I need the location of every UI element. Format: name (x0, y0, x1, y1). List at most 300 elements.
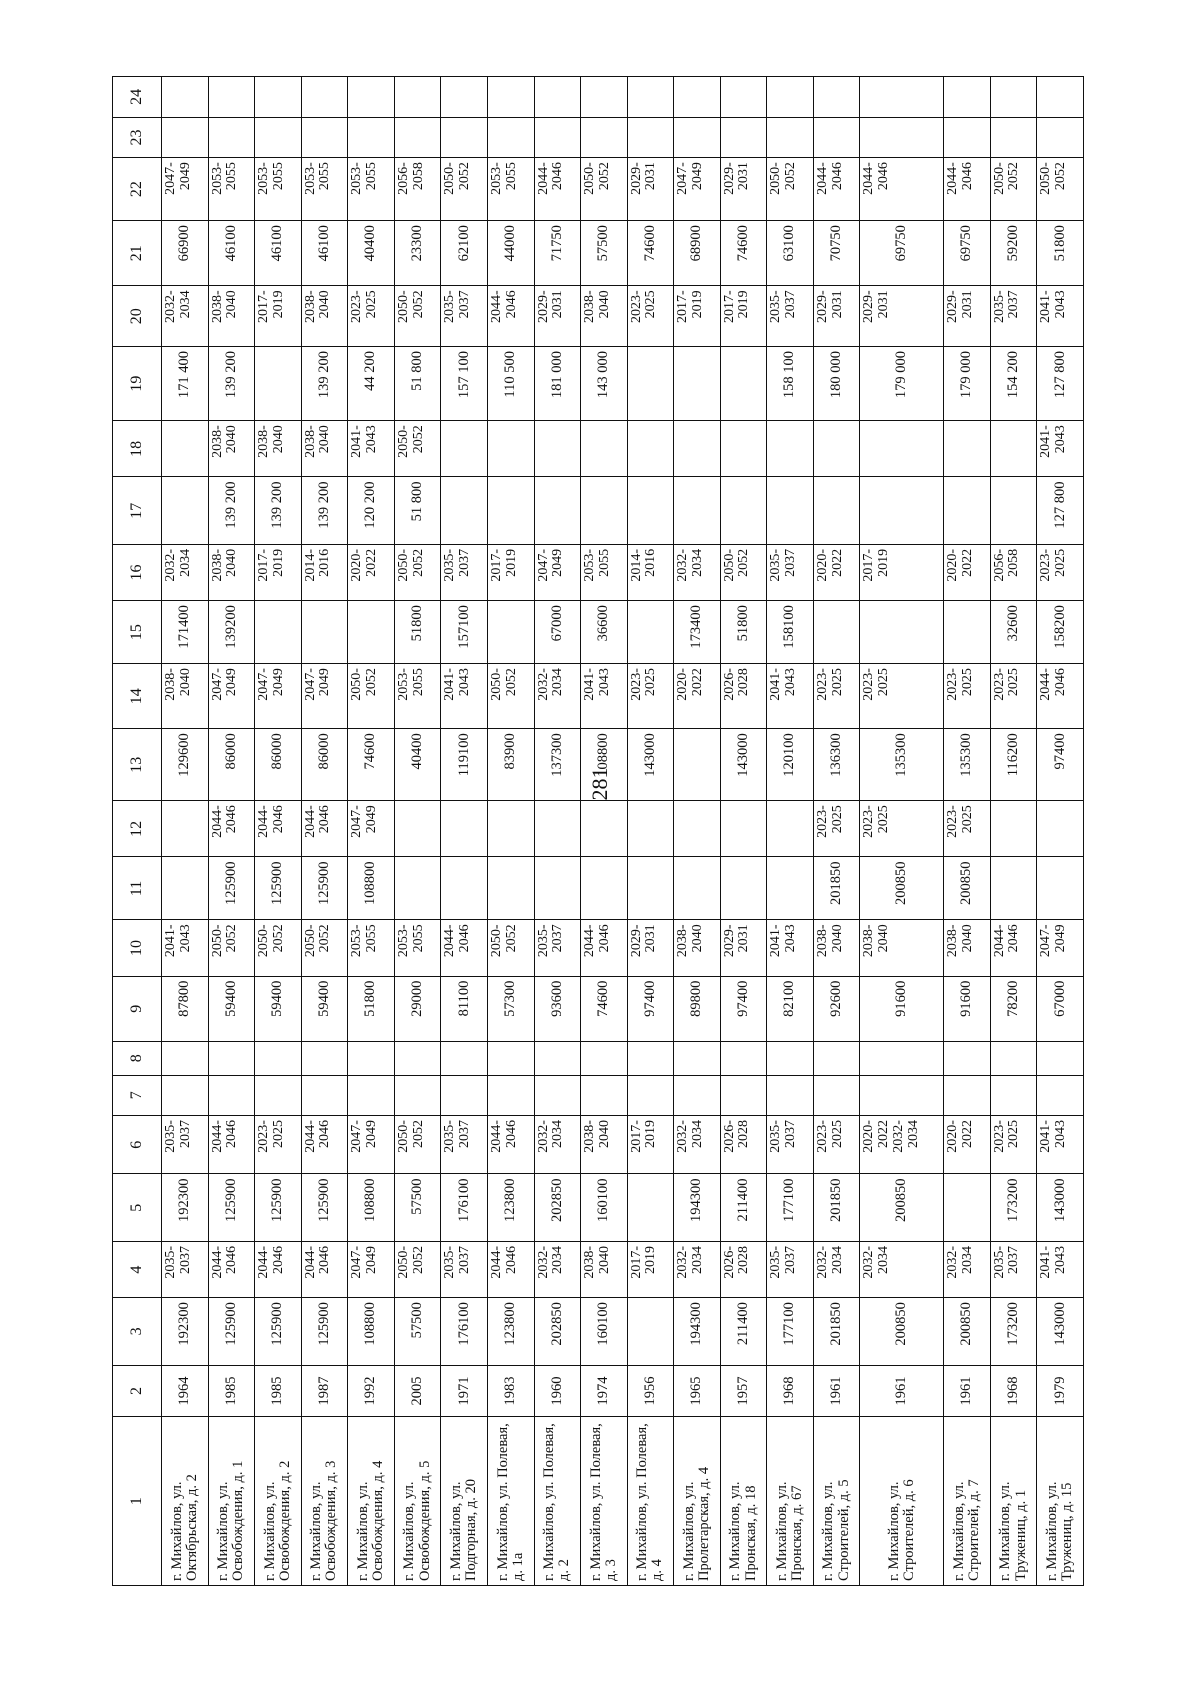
column-header: 23 (113, 117, 162, 157)
table-cell: 2050- 2052 (767, 158, 814, 221)
table-cell: 2038- 2040 (301, 421, 348, 477)
table-cell: 2026- 2028 (720, 1116, 767, 1174)
table-cell: 143 000 (581, 347, 628, 421)
table-cell: 51800 (1037, 221, 1084, 286)
table-cell: 139200 (208, 601, 255, 664)
table-cell: 71750 (534, 221, 581, 286)
table-cell: 82100 (767, 976, 814, 1041)
table-cell: 139 200 (301, 347, 348, 421)
page-number: 281 (587, 767, 612, 801)
table-cell: 86000 (301, 729, 348, 801)
table-cell: 2044- 2046 (441, 920, 488, 976)
table-cell: 125900 (255, 1174, 302, 1241)
table-cell: 2047- 2049 (674, 158, 721, 221)
table-cell: 2029- 2031 (944, 286, 991, 347)
column-header: 11 (113, 857, 162, 920)
address-cell: г. Михайлов, ул. Строителей, д. 6 (860, 1417, 944, 1586)
table-cell: 69750 (860, 221, 944, 286)
table-cell (301, 77, 348, 118)
table-cell: 2041- 2043 (162, 920, 209, 976)
table-cell (813, 477, 860, 544)
table-cell (674, 729, 721, 801)
table-cell: 2041- 2043 (1037, 286, 1084, 347)
table-cell: 137300 (534, 729, 581, 801)
table-cell (767, 801, 814, 857)
table-cell: 2005 (394, 1365, 441, 1417)
table-cell: 91600 (860, 976, 944, 1041)
table-cell: 2047- 2049 (348, 1241, 395, 1297)
table-cell (674, 1075, 721, 1115)
table-cell: 211400 (720, 1174, 767, 1241)
table-cell: 2050- 2052 (990, 158, 1037, 221)
table-cell: 81100 (441, 976, 488, 1041)
address-cell: г. Михайлов, ул. Освобождения, д. 5 (394, 1417, 441, 1586)
table-cell (487, 1041, 534, 1075)
table-cell (581, 477, 628, 544)
table-cell (534, 421, 581, 477)
data-table (112, 76, 1084, 1586)
table-cell: 2020- 2022 (944, 544, 991, 600)
table-cell (394, 117, 441, 157)
table-cell: 125900 (301, 857, 348, 920)
table-cell: 57500 (394, 1298, 441, 1365)
table-cell: 194300 (674, 1298, 721, 1365)
table-cell: 2017- 2019 (255, 544, 302, 600)
table-cell: 2047- 2049 (162, 158, 209, 221)
table-cell: 2044- 2046 (813, 158, 860, 221)
table-cell (394, 1075, 441, 1115)
table-cell: 1961 (860, 1365, 944, 1417)
table-cell: 200850 (860, 1174, 944, 1241)
table-cell: 2023- 2025 (813, 664, 860, 729)
table-cell (813, 77, 860, 118)
table-cell: 83900 (487, 729, 534, 801)
table-row (813, 77, 860, 1586)
table-cell: 67000 (534, 601, 581, 664)
table-cell (813, 421, 860, 477)
table-cell: 2023- 2025 (813, 801, 860, 857)
table-cell: 78200 (990, 976, 1037, 1041)
table-cell: 1985 (255, 1365, 302, 1417)
table-cell: 171400 (162, 601, 209, 664)
table-cell (674, 1041, 721, 1075)
table-cell: 97400 (1037, 729, 1084, 801)
table-cell: 86000 (255, 729, 302, 801)
table-cell: 200850 (944, 1298, 991, 1365)
table-cell: 173400 (674, 601, 721, 664)
table-cell (627, 77, 674, 118)
table-cell: 2029- 2031 (813, 286, 860, 347)
table-cell: 59200 (990, 221, 1037, 286)
table-cell: 2038- 2040 (208, 421, 255, 477)
table-cell: 125900 (301, 1298, 348, 1365)
table-cell (487, 477, 534, 544)
table-cell: 129600 (162, 729, 209, 801)
table-cell: 2035- 2037 (534, 920, 581, 976)
table-cell: 127 800 (1037, 477, 1084, 544)
table-cell: 2023- 2025 (860, 664, 944, 729)
table-cell: 2056- 2058 (990, 544, 1037, 600)
column-header: 1 (113, 1417, 162, 1586)
table-cell: 2044- 2046 (487, 1116, 534, 1174)
address-cell: г. Михайлов, ул. Освобождения, д. 3 (301, 1417, 348, 1586)
table-cell: 2032- 2034 (162, 544, 209, 600)
table-cell (441, 1075, 488, 1115)
table-cell: 2026- 2028 (720, 1241, 767, 1297)
table-cell (162, 117, 209, 157)
table-cell: 2041- 2043 (441, 664, 488, 729)
table-cell: 2056- 2058 (394, 158, 441, 221)
table-cell: 2053- 2055 (394, 920, 441, 976)
table-cell: 2047- 2049 (534, 544, 581, 600)
table-cell: 2050- 2052 (487, 664, 534, 729)
table-cell (674, 857, 721, 920)
table-cell: 89800 (674, 976, 721, 1041)
table-cell: 176100 (441, 1298, 488, 1365)
table-cell (990, 477, 1037, 544)
table-cell: 2023- 2025 (990, 1116, 1037, 1174)
table-cell: 157 100 (441, 347, 488, 421)
table-cell: 2044- 2046 (301, 1241, 348, 1297)
table-cell: 2032- 2034 (162, 286, 209, 347)
table-cell: 36600 (581, 601, 628, 664)
table-cell: 2020- 2022 (944, 1116, 991, 1174)
table-cell: 51800 (394, 601, 441, 664)
table-cell: 2050- 2052 (394, 1116, 441, 1174)
table-cell: 2014- 2016 (627, 544, 674, 600)
table-cell: 139 200 (301, 477, 348, 544)
address-cell: г. Михайлов, ул. Полевая, д. 2 (534, 1417, 581, 1586)
table-cell: 2023- 2025 (627, 286, 674, 347)
table-cell: 160100 (581, 1174, 628, 1241)
address-cell: г. Михайлов, ул. Тружениц, д. 15 (1037, 1417, 1084, 1586)
table-cell: 2029- 2031 (534, 286, 581, 347)
table-cell: 177100 (767, 1174, 814, 1241)
table-cell: 2035- 2037 (767, 286, 814, 347)
table-cell: 2035- 2037 (990, 1241, 1037, 1297)
table-row (301, 77, 348, 1586)
table-cell: 171 400 (162, 347, 209, 421)
table-cell: 1992 (348, 1365, 395, 1417)
table-cell (1037, 117, 1084, 157)
column-header: 10 (113, 920, 162, 976)
table-cell (627, 1298, 674, 1365)
table-cell: 143000 (1037, 1298, 1084, 1365)
address-cell: г. Михайлов, ул. Полевая, д. 1а (487, 1417, 534, 1586)
table-cell: 200850 (944, 857, 991, 920)
table-cell (990, 1075, 1037, 1115)
table-cell (674, 347, 721, 421)
table-cell: 211400 (720, 1298, 767, 1365)
column-header: 7 (113, 1075, 162, 1115)
column-header: 18 (113, 421, 162, 477)
table-cell: 2038- 2040 (301, 286, 348, 347)
table-cell: 177100 (767, 1298, 814, 1365)
table-cell: 2041- 2043 (767, 920, 814, 976)
column-header: 17 (113, 477, 162, 544)
table-row (581, 77, 628, 1586)
table-cell (487, 601, 534, 664)
table-cell (441, 117, 488, 157)
table-cell: 2020- 2022 2032- 2034 (860, 1116, 944, 1174)
table-cell (255, 601, 302, 664)
table-cell: 158 100 (767, 347, 814, 421)
table-cell (1037, 1075, 1084, 1115)
table-cell: 2035- 2037 (441, 286, 488, 347)
table-cell: 29000 (394, 976, 441, 1041)
table-cell (581, 857, 628, 920)
table-row (208, 77, 255, 1586)
table-cell: 1960 (534, 1365, 581, 1417)
table-cell: 201850 (813, 857, 860, 920)
table-cell (208, 1041, 255, 1075)
table-cell (767, 477, 814, 544)
table-cell: 125900 (208, 1174, 255, 1241)
table-cell: 2050- 2052 (394, 421, 441, 477)
table-cell: 2053- 2055 (394, 664, 441, 729)
table-cell: 2047- 2049 (348, 801, 395, 857)
table-cell: 2044- 2046 (255, 1241, 302, 1297)
table-cell: 180 000 (813, 347, 860, 421)
table-cell (255, 1075, 302, 1115)
table-cell: 1987 (301, 1365, 348, 1417)
table-cell: 46100 (208, 221, 255, 286)
table-cell: 2050- 2052 (394, 1241, 441, 1297)
address-cell: г. Михайлов, ул. Октябрьская, д. 2 (162, 1417, 209, 1586)
table-cell: 74600 (720, 221, 767, 286)
table-cell: 2029- 2031 (860, 286, 944, 347)
address-cell: г. Михайлов, ул. Освобождения, д. 4 (348, 1417, 395, 1586)
table-cell (441, 801, 488, 857)
table-cell: 173200 (990, 1174, 1037, 1241)
table-cell: 2032- 2034 (534, 664, 581, 729)
table-row (348, 77, 395, 1586)
table-cell: 2038- 2040 (208, 286, 255, 347)
table-cell: 120 200 (348, 477, 395, 544)
table-cell: 2032- 2034 (674, 544, 721, 600)
table-row (162, 77, 209, 1586)
table-cell: 2053- 2055 (487, 158, 534, 221)
table-cell: 2023- 2025 (1037, 544, 1084, 600)
table-cell (944, 117, 991, 157)
table-cell (208, 1075, 255, 1115)
table-cell: 97400 (720, 976, 767, 1041)
table-cell (627, 477, 674, 544)
table-cell: 201850 (813, 1298, 860, 1365)
table-cell: 2029- 2031 (720, 920, 767, 976)
table-cell (581, 1075, 628, 1115)
table-cell: 2050- 2052 (441, 158, 488, 221)
column-header: 20 (113, 286, 162, 347)
table-cell: 202850 (534, 1174, 581, 1241)
table-cell (944, 477, 991, 544)
table-cell: 86000 (208, 729, 255, 801)
table-cell (487, 857, 534, 920)
table-cell: 2023- 2025 (860, 801, 944, 857)
table-cell: 125900 (255, 1298, 302, 1365)
table-cell (720, 117, 767, 157)
column-header: 2 (113, 1365, 162, 1417)
table-cell: 2023- 2025 (990, 664, 1037, 729)
table-cell: 192300 (162, 1298, 209, 1365)
table-cell: 57500 (394, 1174, 441, 1241)
table-cell (301, 1075, 348, 1115)
table-cell: 139 200 (208, 347, 255, 421)
table-cell: 91600 (944, 976, 991, 1041)
table-cell: 2017- 2019 (627, 1241, 674, 1297)
table-cell: 2038- 2040 (944, 920, 991, 976)
table-cell (860, 1075, 944, 1115)
table-cell: 87800 (162, 976, 209, 1041)
table-cell: 108800 (581, 729, 628, 801)
table-row (720, 77, 767, 1586)
address-cell: г. Михайлов, ул. Полевая, д. 3 (581, 1417, 628, 1586)
table-cell: 2050- 2052 (487, 920, 534, 976)
table-cell: 40400 (394, 729, 441, 801)
table-cell: 2023- 2025 (944, 664, 991, 729)
table-cell: 2023- 2025 (348, 286, 395, 347)
table-cell (990, 801, 1037, 857)
table-cell (944, 421, 991, 477)
table-cell: 127 800 (1037, 347, 1084, 421)
table-row (487, 77, 534, 1586)
table-cell (627, 601, 674, 664)
table-cell: 2053- 2055 (301, 158, 348, 221)
table-cell: 46100 (301, 221, 348, 286)
table-cell (720, 77, 767, 118)
table-cell: 2032- 2034 (534, 1116, 581, 1174)
table-cell: 2050- 2052 (1037, 158, 1084, 221)
table-cell: 2050- 2052 (394, 544, 441, 600)
table-cell: 125900 (301, 1174, 348, 1241)
table-cell: 2053- 2055 (255, 158, 302, 221)
table-cell (394, 1041, 441, 1075)
table-cell (162, 421, 209, 477)
address-cell: г. Михайлов, ул. Освобождения, д. 2 (255, 1417, 302, 1586)
table-cell (767, 1075, 814, 1115)
table-cell: 2044- 2046 (487, 286, 534, 347)
table-cell (255, 77, 302, 118)
table-cell (767, 117, 814, 157)
column-header: 12 (113, 801, 162, 857)
table-cell: 66900 (162, 221, 209, 286)
table-cell: 97400 (627, 976, 674, 1041)
table-cell: 2035- 2037 (767, 1116, 814, 1174)
table-cell (944, 1041, 991, 1075)
table-cell: 46100 (255, 221, 302, 286)
table-cell (348, 601, 395, 664)
table-cell: 194300 (674, 1174, 721, 1241)
table-cell (720, 1075, 767, 1115)
table-cell: 2017- 2019 (255, 286, 302, 347)
address-cell: г. Михайлов, ул. Строителей, д. 5 (813, 1417, 860, 1586)
table-cell (348, 1075, 395, 1115)
table-cell: 51800 (348, 976, 395, 1041)
table-cell: 2020- 2022 (674, 664, 721, 729)
table-cell (394, 77, 441, 118)
table-cell: 2032- 2034 (534, 1241, 581, 1297)
table-cell: 125900 (255, 857, 302, 920)
table-cell (1037, 77, 1084, 118)
table-cell: 2017- 2019 (674, 286, 721, 347)
table-cell (581, 77, 628, 118)
column-header: 24 (113, 77, 162, 118)
table-cell: 1968 (767, 1365, 814, 1417)
table-cell: 2047- 2049 (301, 664, 348, 729)
table-cell (208, 117, 255, 157)
table-cell (767, 857, 814, 920)
table-cell: 57500 (581, 221, 628, 286)
table-cell (441, 477, 488, 544)
table-cell (255, 117, 302, 157)
table-row (255, 77, 302, 1586)
table-cell: 2053- 2055 (348, 920, 395, 976)
table-cell (534, 1075, 581, 1115)
table-cell: 125900 (208, 857, 255, 920)
table-cell (441, 77, 488, 118)
table-cell: 63100 (767, 221, 814, 286)
table-row (534, 77, 581, 1586)
table-cell: 2029- 2031 (627, 920, 674, 976)
table-cell: 1957 (720, 1365, 767, 1417)
table-cell: 2041- 2043 (581, 664, 628, 729)
table-cell: 2044- 2046 (944, 158, 991, 221)
table-cell: 2041- 2043 (348, 421, 395, 477)
header-row (113, 77, 162, 1586)
table-cell: 158100 (767, 601, 814, 664)
table-row (674, 77, 721, 1586)
table-cell: 1983 (487, 1365, 534, 1417)
table-cell: 2047- 2049 (348, 1116, 395, 1174)
table-cell: 139 200 (208, 477, 255, 544)
table-cell: 92600 (813, 976, 860, 1041)
table-cell (674, 421, 721, 477)
table-cell (581, 421, 628, 477)
table-cell: 2050- 2052 (720, 544, 767, 600)
column-header: 6 (113, 1116, 162, 1174)
table-cell: 62100 (441, 221, 488, 286)
table-cell (534, 117, 581, 157)
table-cell (860, 421, 944, 477)
table-cell: 2035- 2037 (441, 1116, 488, 1174)
table-row (627, 77, 674, 1586)
table-cell (720, 1041, 767, 1075)
table-cell: 2053- 2055 (348, 158, 395, 221)
table-cell: 2053- 2055 (208, 158, 255, 221)
table-cell: 2017- 2019 (627, 1116, 674, 1174)
table-cell: 143000 (1037, 1174, 1084, 1241)
column-header: 8 (113, 1041, 162, 1075)
table-cell (627, 117, 674, 157)
table-cell: 2029- 2031 (627, 158, 674, 221)
address-cell: г. Михайлов, ул. Пронская, д. 67 (767, 1417, 814, 1586)
table-cell (674, 801, 721, 857)
table-cell: 2035- 2037 (767, 1241, 814, 1297)
table-cell: 2044- 2046 (581, 920, 628, 976)
table-cell: 1956 (627, 1365, 674, 1417)
table-cell: 135300 (944, 729, 991, 801)
table-cell: 51 800 (394, 477, 441, 544)
table-cell: 202850 (534, 1298, 581, 1365)
table-cell: 2038- 2040 (674, 920, 721, 976)
table-cell: 108800 (348, 857, 395, 920)
table-cell: 2017- 2019 (720, 286, 767, 347)
table-cell (627, 421, 674, 477)
table-cell (627, 347, 674, 421)
table-cell (860, 117, 944, 157)
table-cell (627, 801, 674, 857)
table-cell (255, 347, 302, 421)
